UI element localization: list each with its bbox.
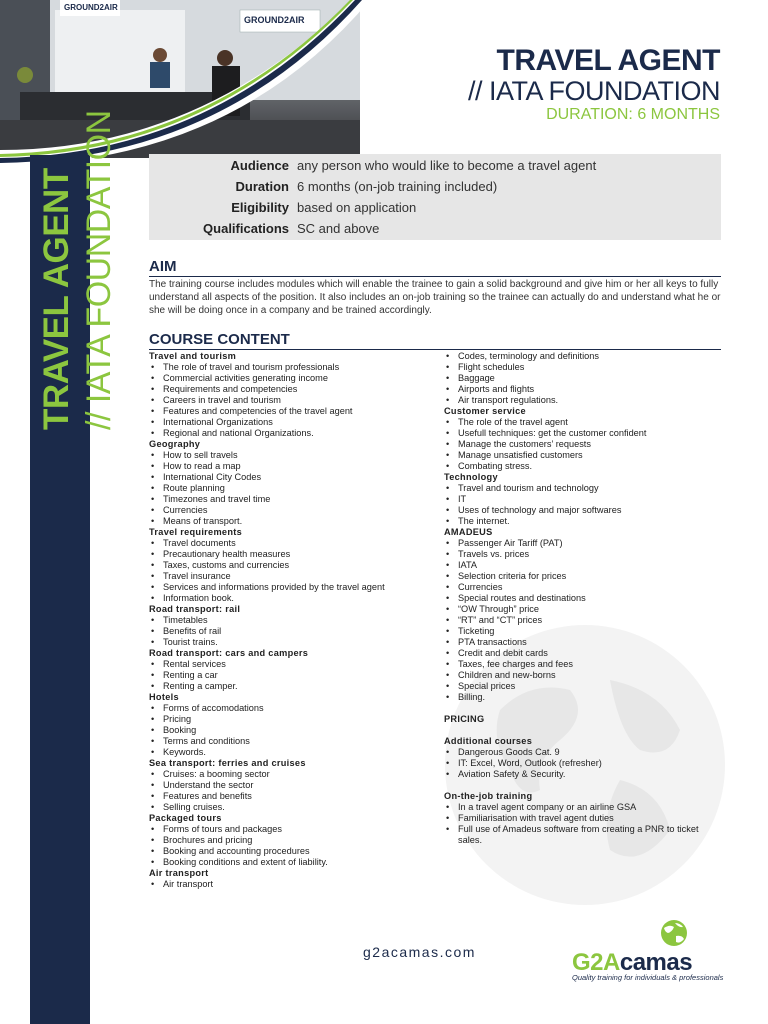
list-item: • Timetables [149,615,439,626]
list-item: • Manage the customers’ requests [444,439,724,450]
company-logo [572,918,722,983]
list-item: • Special routes and destinations [444,593,724,604]
list-item: • Precautionary health measures [149,549,439,560]
list-item: • “OW Through” price [444,604,724,615]
info-value: based on application [297,200,417,215]
sidebar-title-sub: // IATA FOUNDATION [80,110,118,430]
list-item: • In a travel agent company or an airline GSA [444,802,724,813]
list-item: • Means of transport. [149,516,439,527]
list-item: • Currencies [149,505,439,516]
list-item: • Taxes, fee charges and fees [444,659,724,670]
list-item: • Manage unsatisfied customers [444,450,724,461]
list-item: • Renting a car [149,670,439,681]
list-item: • Information book. [149,593,439,604]
list-item: • Forms of tours and packages [149,824,439,835]
list-item: • Travel insurance [149,571,439,582]
list-item: • The role of the travel agent [444,417,724,428]
category-heading: Sea transport: ferries and cruises [149,758,306,768]
list-item: • Travel and tourism and technology [444,483,724,494]
spacer [444,703,724,714]
list-item: • Route planning [149,483,439,494]
spacer [444,725,724,736]
list-item: • Familiarisation with travel agent duties [444,813,724,824]
info-value: 6 months (on-job training included) [297,179,498,194]
category-heading: Road transport: rail [149,604,241,614]
globe-logo-icon [656,918,692,948]
list-item: • Currencies [444,582,724,593]
list-item: • Ticketing [444,626,724,637]
list-item: • Passenger Air Tariff (PAT) [444,538,724,549]
category-heading: Geography [149,439,201,449]
list-item: • Credit and debit cards [444,648,724,659]
logo-g2a: G2A [572,949,620,976]
list-item: • Careers in travel and tourism [149,395,439,406]
list-item: • International Organizations [149,417,439,428]
website-url[interactable]: g2acamas.com [363,944,476,960]
info-row [149,197,721,218]
list-item: • Usefull techniques: get the customer confident [444,428,724,439]
list-item: • Full use of Amadeus software from creating a PNR to ticket sales. [444,824,724,846]
info-value: any person who would like to become a travel agent [297,158,597,173]
info-row [149,218,721,239]
list-item: • How to sell travels [149,450,439,461]
list-item: • The internet. [444,516,724,527]
category-heading: PRICING [444,714,485,724]
list-item: • Booking and accounting procedures [149,846,439,857]
list-item: • Terms and conditions [149,736,439,747]
list-item: • Brochures and pricing [149,835,439,846]
category-heading: Hotels [149,692,179,702]
list-item: • Pricing [149,714,439,725]
list-item: • Selling cruises. [149,802,439,813]
list-item: • Keywords. [149,747,439,758]
category-heading: Travel and tourism [149,351,237,361]
info-panel [149,154,721,240]
list-item: • Tourist trains. [149,637,439,648]
category-heading: Air transport [149,868,209,878]
list-item: • Timezones and travel time [149,494,439,505]
sidebar-title [38,110,118,430]
list-item: • Dangerous Goods Cat. 9 [444,747,724,758]
list-item: • Billing. [444,692,724,703]
list-item: • Special prices [444,681,724,692]
category-heading: Travel requirements [149,527,243,537]
list-item: • Services and informations provided by the travel agent [149,582,439,593]
list-item: • Cruises: a booming sector [149,769,439,780]
aim-text: The training course includes modules which will enable the trainee to gain a solid background and give him or her all keys to fully understand all aspects of the position. It also includes an on-job training so the trainee can actually do and understand what he or she will be doing once in a company and be trained accordingly. [149,279,721,316]
list-item: • Requirements and competencies [149,384,439,395]
list-item: • Airports and flights [444,384,724,395]
list-item: • PTA transactions [444,637,724,648]
info-row [149,155,721,176]
sign-text-2: GROUND2AIR [244,15,305,25]
logo-camas: camas [619,949,693,976]
list-item: • IATA [444,560,724,571]
duration-label: DURATION: 6 MONTHS [546,106,720,123]
list-item: • Travel documents [149,538,439,549]
spacer [444,780,724,791]
category-heading: Road transport: cars and campers [149,648,309,658]
sign-text-1: GROUND2AIR [64,3,118,12]
category-heading: Additional courses [444,736,533,746]
list-item: • IT [444,494,724,505]
logo-tagline: Quality training for individuals & professionals [572,973,724,982]
info-label: Duration [235,179,289,194]
list-item: • Features and benefits [149,791,439,802]
aim-heading: AIM [149,258,721,277]
list-item: • Baggage [444,373,724,384]
list-item: • Children and new-borns [444,670,724,681]
list-item: • Aviation Safety & Security. [444,769,724,780]
list-item: • Understand the sector [149,780,439,791]
list-item: • “RT” and “CT” prices [444,615,724,626]
list-item: • Booking conditions and extent of liability. [149,857,439,868]
category-heading: Technology [444,472,498,482]
list-item: • Taxes, customs and currencies [149,560,439,571]
course-column-left [149,351,439,890]
page-header [468,45,720,125]
list-item: • Regional and national Organizations. [149,428,439,439]
list-item: • Booking [149,725,439,736]
page-title: TRAVEL AGENT [496,44,720,77]
list-item: • Rental services [149,659,439,670]
list-item: • The role of travel and tourism professionals [149,362,439,373]
list-item: • Air transport [149,879,439,890]
list-item: • Travels vs. prices [444,549,724,560]
category-heading: On-the-job training [444,791,533,801]
list-item: • Renting a camper. [149,681,439,692]
list-item: • How to read a map [149,461,439,472]
sidebar-title-main: TRAVEL AGENT [37,168,76,430]
category-heading: Packaged tours [149,813,222,823]
page-subtitle: // IATA FOUNDATION [467,76,720,106]
list-item: • Benefits of rail [149,626,439,637]
list-item: • Air transport regulations. [444,395,724,406]
list-item: • Forms of accomodations [149,703,439,714]
info-label: Eligibility [231,200,289,215]
list-item: • Selection criteria for prices [444,571,724,582]
logo-wordmark [572,951,692,975]
category-heading: AMADEUS [444,527,493,537]
info-label: Qualifications [203,221,289,236]
info-value: SC and above [297,221,380,236]
list-item: • Commercial activities generating income [149,373,439,384]
course-heading: COURSE CONTENT [149,331,721,350]
list-item: • Codes, terminology and definitions [444,351,724,362]
course-column-right [444,351,724,846]
list-item: • IT: Excel, Word, Outlook (refresher) [444,758,724,769]
list-item: • Flight schedules [444,362,724,373]
list-item: • Uses of technology and major softwares [444,505,724,516]
category-heading: Customer service [444,406,526,416]
info-label: Audience [230,158,289,173]
info-row [149,176,721,197]
list-item: • Features and competencies of the travel agent [149,406,439,417]
list-item: • Combating stress. [444,461,724,472]
list-item: • International City Codes [149,472,439,483]
